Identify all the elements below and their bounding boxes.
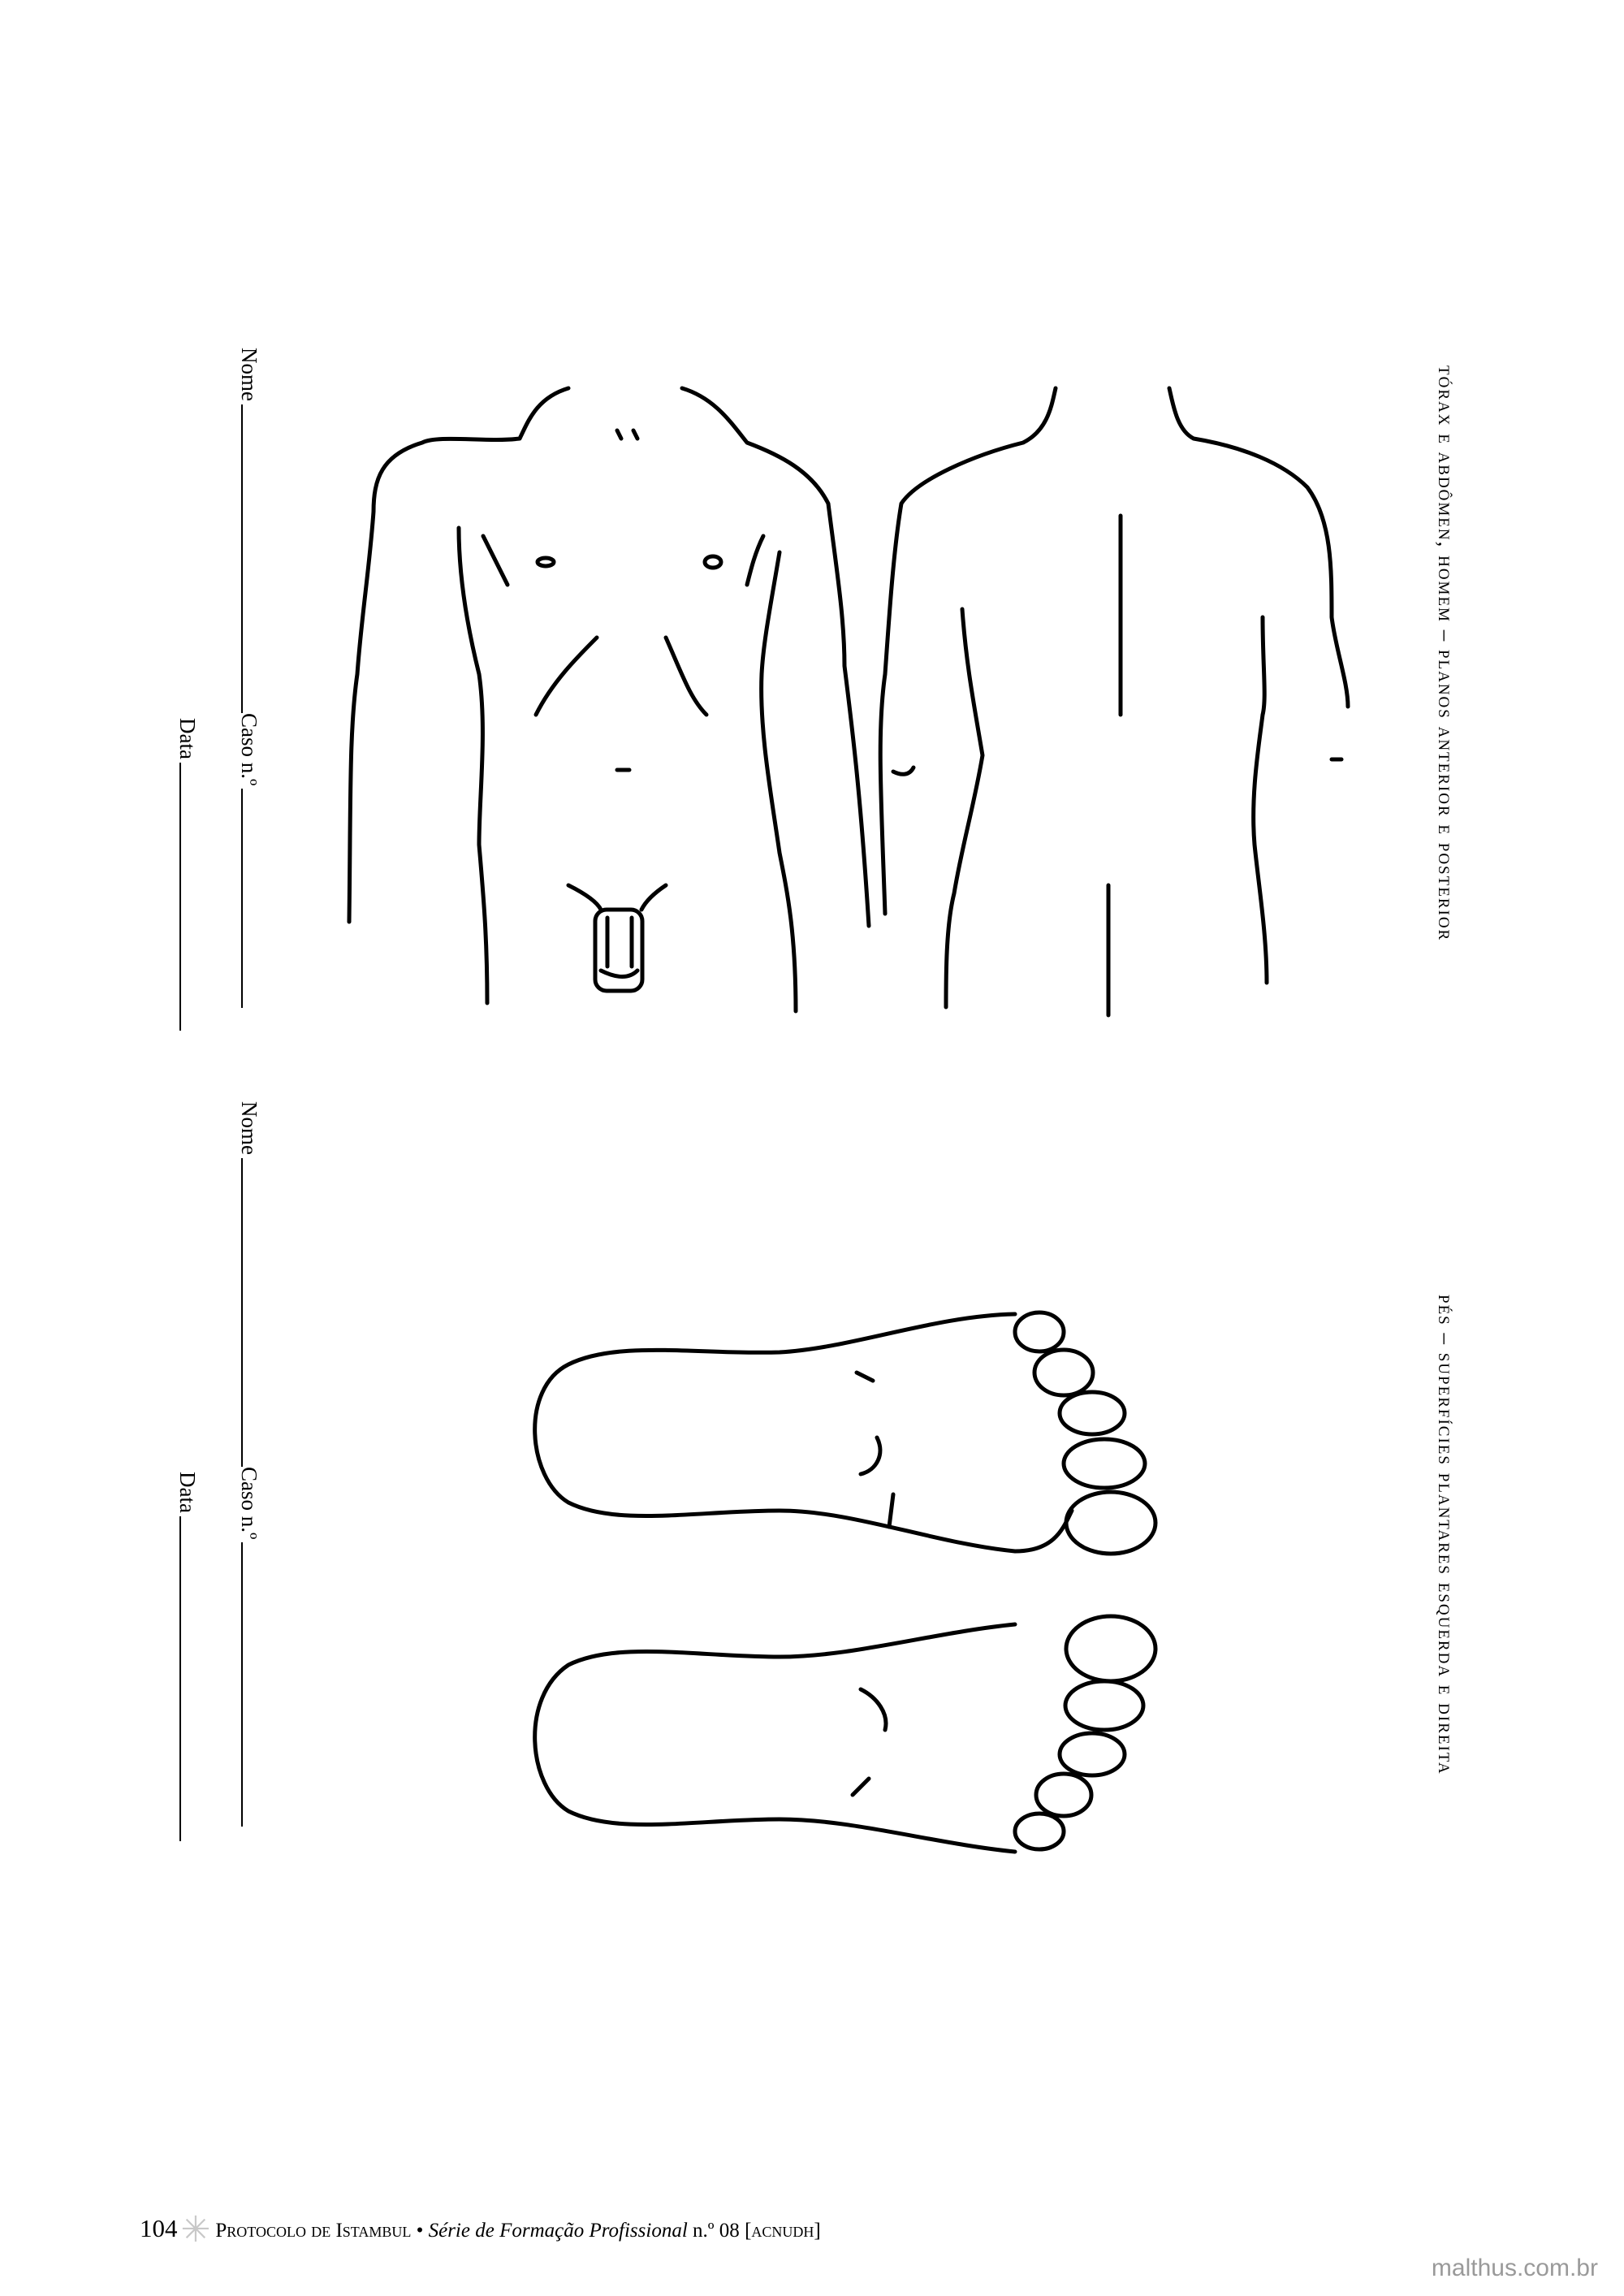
name-field[interactable] bbox=[241, 1158, 244, 1467]
case-label: Caso n.º bbox=[237, 712, 261, 786]
feet-caption: pés – superfícies plantares esquerda e direita bbox=[1434, 1295, 1458, 1775]
name-field[interactable] bbox=[241, 404, 244, 713]
date-field[interactable] bbox=[179, 763, 182, 1031]
torso-front-outline bbox=[349, 388, 869, 1011]
name-label: Nome bbox=[237, 348, 261, 401]
date-label: Data bbox=[175, 718, 200, 759]
feet-plantar-outline bbox=[535, 1312, 1155, 1852]
issue-number: n.º 08 bbox=[693, 2220, 740, 2242]
form-row-name-case-top bbox=[236, 348, 261, 1008]
asterisk-icon: ✳ bbox=[180, 2210, 211, 2250]
form-row-date-top bbox=[175, 718, 200, 1031]
date-field[interactable] bbox=[179, 1516, 182, 1841]
case-field[interactable] bbox=[241, 1542, 244, 1827]
case-label: Caso n.º bbox=[237, 1466, 261, 1540]
form-row-name-case-bottom bbox=[236, 1101, 261, 1827]
bullet-separator: • bbox=[416, 2220, 424, 2242]
publication-title: Protocolo de Istambul bbox=[215, 2220, 412, 2242]
case-field[interactable] bbox=[241, 789, 244, 1008]
page-footer bbox=[140, 2209, 821, 2251]
date-label: Data bbox=[175, 1472, 200, 1513]
page-number: 104 bbox=[140, 2214, 178, 2242]
torso-caption: tórax e abdômen, homem – planos anterior e posterior bbox=[1434, 365, 1458, 942]
torso-back-outline bbox=[880, 388, 1348, 1015]
organization: [acnudh] bbox=[745, 2220, 821, 2242]
name-label: Nome bbox=[237, 1101, 261, 1155]
series-title: Série de Formação Profissional bbox=[428, 2220, 688, 2242]
watermark: malthus.com.br bbox=[1431, 2255, 1598, 2281]
form-row-date-bottom bbox=[175, 1472, 200, 1841]
